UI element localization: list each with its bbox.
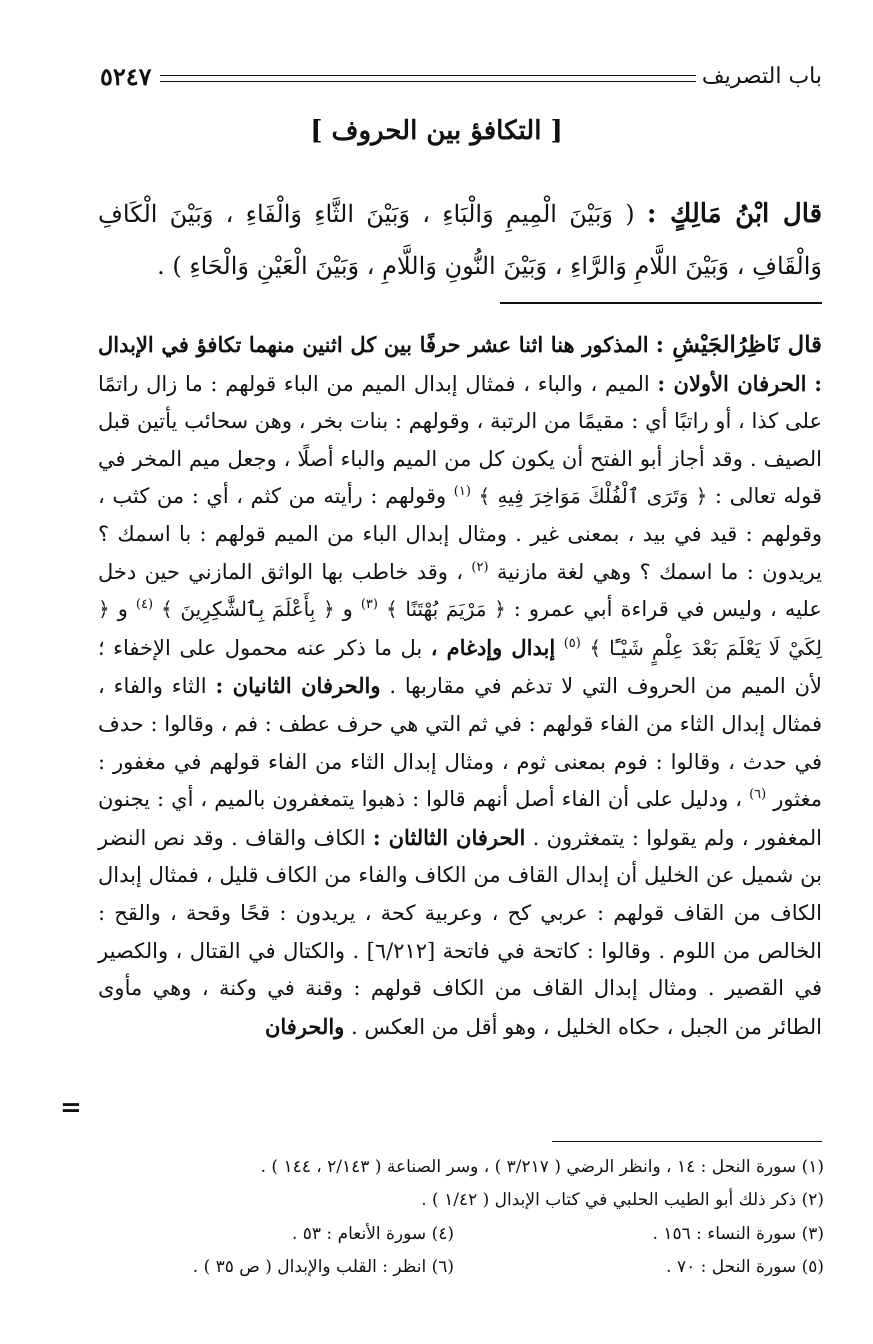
commentary-block (98, 326, 822, 1046)
footnote-row (140, 1150, 824, 1184)
footnote-ref-2[interactable]: (٢) (471, 559, 489, 575)
footnote-3: (٣) سورة النساء : ١٥٦ . (652, 1223, 824, 1244)
quran-quote-1: ﴿ وَتَرَى ٱلْفُلْكَ مَوَاخِرَ فِيهِ ﴾ (478, 484, 708, 509)
pair-3-text: الكاف والقاف . وقد نص النضر بن شميل عن الخليل أن إبدال القاف من الكاف والفاء من الكاف قليل ، فمثال إبدال الكاف من القاف قولهم : عربي كح ، وعربية كحة ، يريدون : قحًا وقحة ، والقح : الخالص من اللوم . وقالوا : كاتحة في فاتحة [٦/٢١٢] . والكتال في القتال ، والكصير في القصير . ومثال إبدال القاف من الكاف قولهم : وقنة في وكنة ، وهي مأوى الطائر من الجبل ، حكاه الخليل ، وهو أقل من العكس . (98, 825, 823, 1039)
footnote-row (140, 1217, 824, 1251)
chapter-title: باب التصريف (701, 63, 822, 89)
commentary-intro: المذكور هنا اثنا عشر حرفًا بين كل اثنين منهما تكافؤ في الإبدال : (98, 332, 822, 396)
footnote-ref-1[interactable]: (١) (453, 484, 471, 500)
footnotes (140, 1150, 824, 1284)
footnote-ref-5[interactable]: (٥) (563, 635, 581, 651)
verse-text: ( وَبَيْنَ الْمِيمِ وَالْبَاءِ ، وَبَيْنَ الثَّاءِ وَالْفَاءِ ، وَبَيْنَ الْكَافِ وَالْقَافِ ، وَبَيْنَ اللَّامِ وَالرَّاءِ ، وَبَيْنَ النُّونِ وَاللَّامِ ، وَبَيْنَ الْعَيْنِ وَالْحَاءِ ) . (98, 200, 822, 280)
commentary-paragraph (98, 326, 822, 1046)
pair-1-text-d: بل ما ذكر عنه محمول على الإخفاء ؛ لأن الميم من الحروف التي لا تدغم في مقاربها . (98, 635, 823, 699)
quran-quote-3: ﴿ بِأَعْلَمَ بِٱلشَّٰكِرِينَ ﴾ (161, 597, 335, 622)
commentary-speaker: قال نَاظِرُالجَيْشِ : (655, 332, 822, 358)
verse-speaker: قال ابْنُ مَالِكٍ : (646, 199, 822, 229)
pair-1-text-c: ، وقد خاطب بها الواثق المازني حين دخل عليه ، وليس في قراءة أبي عمرو : (98, 559, 822, 622)
footnote-1: (١) سورة النحل : ١٤ ، وانظر الرضي ( ٣/٢١٧ ) ، وسر الصناعة ( ٢/١٤٣ ، ١٤٤ ) . (260, 1156, 824, 1177)
conjunction-2: و (117, 597, 128, 622)
section-title-text: [ التكافؤ بين الحروف ] (310, 116, 563, 146)
quran-quote-4: ﴿ لِكَيْ لَا يَعْلَمَ بَعْدَ عِلْمٍ شَيْـًٔا ﴾ (98, 597, 822, 660)
pair-3-heading: الحرفان الثالثان : (372, 824, 526, 850)
footnote-6: (٦) انظر : القلب والإبدال ( ص ٣٥ ) . (192, 1257, 454, 1278)
section-title (0, 116, 873, 146)
pair-2-heading: والحرفان الثانيان : (215, 673, 381, 699)
footnote-5: (٥) سورة النحل : ٧٠ . (666, 1257, 824, 1278)
footnote-ref-4[interactable]: (٤) (135, 597, 154, 613)
footnote-ref-3[interactable]: (٣) (360, 597, 378, 613)
pair-1-bold-phrase: إبدال وإدغام ، (430, 634, 556, 660)
header-double-rule (160, 75, 696, 82)
footnote-ref-6[interactable]: (٦) (749, 787, 767, 803)
conjunction-1: و (342, 597, 353, 622)
pair-1-text-b: وقولهم : رأيته من كثم ، أي : من كثب ، وقولهم : قيد في بيد ، بمعنى غير . ومثال إبدال الباء من الميم قولهم : با اسمك ؟ يريدون : ما اسمك ؟ وهي لغة مازنية (98, 484, 822, 584)
footnote-4: (٤) سورة الأنعام : ٥٣ . (291, 1223, 454, 1244)
pair-1-heading: الحرفان الأولان : (657, 370, 807, 396)
footnote-row (140, 1251, 824, 1285)
footnote-row (140, 1184, 824, 1218)
pair-2-text-b: ، ودليل على أن الفاء أصل أنهم قالوا : ذهبوا يتمغفرون بالميم ، أي : يجنون المغفور ، ولم يقولوا : يتمغثرون . (98, 787, 823, 850)
quran-quote-2: ﴿ مَرْيَمَ بُهْتَنًا ﴾ (386, 597, 506, 622)
verse-paragraph (98, 188, 822, 292)
footnote-separator-rule (552, 1141, 822, 1142)
continuation-mark: = (60, 1093, 82, 1123)
pair-2-text-a: الثاء والفاء ، فمثال إبدال الثاء من الفاء قولهم : في ثم التي هي حرف عطف : فم ، وقالوا : حدف في حدث ، وقالوا : فوم بمعنى ثوم ، ومثال إبدال الثاء من الفاء قولهم في مغفور : مغثور (98, 674, 822, 812)
footnote-2: (٢) ذكر ذلك أبو الطيب الحلبي في كتاب الإبدال ( ١/٤٢ ) . (421, 1190, 824, 1211)
page-number: ٥٢٤٧ (100, 61, 152, 91)
pair-1-text-a: الميم ، والباء ، فمثال إبدال الميم من الباء قولهم : ما زال راتمًا على كذا ، أو راتبًا أي : مقيمًا من الرتبة ، وقولهم : بنات بخر ، وهن سحائب يأتين قبل الصيف . وقد أجاز أبو الفتح أن يكون كل من الميم والباء أصلًا ، وجعل ميم المخر في قوله تعالى : (98, 371, 823, 509)
verse-separator-rule (500, 302, 822, 304)
pair-4-heading: والحرفان (264, 1013, 345, 1039)
running-header (100, 58, 822, 94)
verse-block (98, 188, 822, 292)
